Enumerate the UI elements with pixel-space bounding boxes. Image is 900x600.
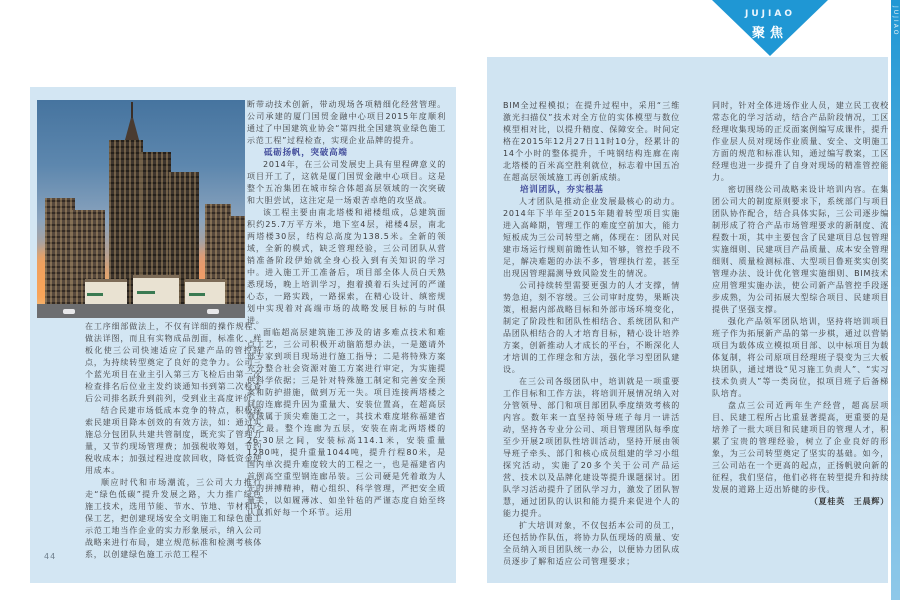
paragraph: 在工序细部做法上，不仅有详细的操作规程、做法详图，而且有实物成品剖面，标准化、样板化使三公司快速适应了民建产品的管控特点，为持续转型奠定了良好的竞争力。公司三个蓝光项目在业主引入第三方飞检后由第一次检查排名后位业主发约谈通知书到第二次检查后公司排名跃升到前列，受到业主高度评价。 bbox=[85, 322, 262, 403]
building-photo bbox=[37, 100, 245, 318]
page-number: 44 bbox=[44, 552, 57, 561]
photo-shop-left bbox=[85, 279, 127, 304]
section-heading: 砥砺扬帆，突破高端 bbox=[264, 148, 348, 158]
photo-awning-1 bbox=[87, 293, 103, 296]
photo-shop-center bbox=[133, 275, 179, 304]
right-column-1 bbox=[503, 100, 680, 568]
edge-label: JUJIAO bbox=[892, 6, 899, 37]
paragraph: 盘点三公司近两年生产经营，超高层项目、民建工程所占比重显著提高，更重要的是培养了一批大项目和民建项目的管理人才，积累了宝贵的管理经验，树立了企业良好的形象，为三公司转型奠定了坚实的基础。如今，三公司站在一个更高的起点，正扬帆驶向新的征程，我们坚信，他们必将在转型提升和持续发展的道路上迈出矫健的步伐。 bbox=[712, 401, 889, 494]
paragraph: 断带动技术创新，带动现场各项精细化经营管理。公司承建的厦门国贸金融中心项目2015年度顺利通过了中国建筑业协会“第四批全国建筑业绿色施工示范工程”过程检查，实现企业品牌的提升。 bbox=[247, 100, 446, 145]
paragraph: 结合民建市场低成本竞争的特点，积极探索民建项目降本创效的有效方法，如：通过实施总分包团队共建共管制度，既充实了管理力量，又节约现场管理费；加强税收筹划，节约税收成本；加强过程进度款回收，降低资金使用成本。 bbox=[85, 406, 262, 475]
photo-car-2 bbox=[207, 309, 219, 314]
paragraph: 面临超高层建筑施工涉及的诸多难点技术和难点工艺，三公司积极开动脑筋想办法，一是邀请外部专家到项目现场进行施工指导；二是将特殊方案充分整合社会资源对施工方案进行审定，为实施提供科学依据；三是针对特殊施工制定和完善安全预案和防护措施，做到万无一失。项目连接两塔楼之间的连廊提升因为重量大、安装位置高，在超高层领域属于顶尖难施工之一，其技术难度堪称福建省内之最。整个连廊为五层，安装在南北两塔楼的26-30层之间，安装标高114.1米，安装重量1280吨，提升重量1044吨，提升行程80米，是国内单次提升难度较大的工程之一，也是福建省内首例高空重型钢连廊吊装。三公司硬是凭着敢为人先的拼搏精神，精心组织、科学管理，严把安全质量关，以如履薄冰、如坐针毡的严谨态度自始至终认真抓好每一个环节。运用 bbox=[247, 328, 446, 517]
photo-awning-3 bbox=[189, 293, 205, 296]
paragraph: 在三公司各级团队中，培训就是一项重要工作目标和工作方法，将培训开展情况纳入对分管领导、部门和项目部团队季度绩效考核的内容。数年来一直坚持领导班子每月一讲活动，坚持各专业分公司、项目管理团队每季度至少开展2项团队性培训活动，坚持开展由领导班子牵头、部门和核心成员组建的学习小组探究活动，实施了20多个关于公司产品运营、技术以及品牌化建设等提升课题探讨。团队学习活动提升了团队学习力，激发了团队智慧，通过团队的认识和能力提升来促进个人的能力提升。 bbox=[503, 377, 680, 518]
right-column-2 bbox=[712, 100, 889, 508]
paragraph: 顺应时代和市场潮流，三公司大力推行走“绿色低碳”提升发展之路，大力推广绿色施工技术，选用节能、节水、节地、节材和环保工艺，把创建现场安全文明施工和绿色施工示范工地当作企业的实力形象展示，纳入公司战略来进行布局，建立规范标准和检测考核体系，以创建绿色施工示范工程不 bbox=[85, 478, 262, 559]
photo-awning-2 bbox=[137, 291, 155, 294]
paragraph: 密切围绕公司战略来设计培训内容。在集团公司大的制度原则要求下，系统部门与项目团队协作配合，结合具体实际，三公司逐步编制形成了符合产品市场管理要求的新制度、流程数十项，其中主要包含了民建项目总包管理实施细则、民建项目产品质量、成本安全管理细则、质量检测标准、大型项目鲁班奖实创奖管理办法、设计优化管理实施细则、BIM技术应用管理实施办法，使公司新产品管控手段逐步成熟，为公司拓展大型综合项目、民建项目提供了坚强支撑。 bbox=[712, 185, 889, 314]
paragraph: 该工程主要由南北塔楼和裙楼组成，总建筑面积约25.7万平方米，地下室4层，裙楼4层，南北两塔楼30层，结构总高度为138.5米。全新的领域，全新的模式，缺乏管理经验，三公司团队从营销准备阶段伊始就全身心投入到有关知识的学习中。进入施工开工准备后，项目部全体人员白天熟悉现场，晚上培训学习，抱着摸着石头过河的严谨心态，一路实践，一路探索，在精心设计、缜密规划中实现着对高端市场的战略发展目标的与时俱进。 bbox=[247, 208, 446, 325]
brand-name-en: JUJIAO bbox=[745, 9, 795, 19]
paragraph: BIM全过程模拟；在提升过程中，采用“三维激光扫描仪”技术对全方位的实体模型与数位模型相对比，以提升精度、保障安全。时间定格在2015年12月27日11时10分，经累计的14个小时的整体提升，千吨钢结构连廊在南北塔楼的百米高空胜利就位，标志着中国五冶在超高层领域施工再创新成绩。 bbox=[503, 101, 680, 182]
left-column-2 bbox=[247, 99, 446, 519]
page-edge-bar bbox=[891, 0, 900, 600]
paragraph: 同时，针对全体进场作业人员，建立民工夜校常态化的学习活动，结合产品阶段情况，工区经理收集现场的正反面案例编写成课件，提升作业层人员对现场作业质量、安全、文明施工方面的规范和标准认知，通过编写教案，工区经理也进一步提升了自身对现场的精准管控能力。 bbox=[712, 101, 889, 182]
paragraph: 公司持续转型需要更强力的人才支撑，情势急迫，刻不容缓。三公司审时度势，果断决策，根据内部战略目标和外部市场环境变化，制定了阶段性和团队性相结合、系统团队和产品团队相结合的人才培育目标，精心设计培养方案，创新推动人才成长的平台，不断深化人才培训的工作理念和方法，强化学习型团队建设。 bbox=[503, 281, 680, 374]
left-column-1 bbox=[85, 321, 262, 561]
paragraph: 2014年，在三公司发展史上具有里程碑意义的项目开工了，这就是厦门国贸金融中心项目。这是整个五冶集团在城市综合体超高层领域的一次突破和大胆尝试，这注定是一场艰苦卓绝的攻坚战。 bbox=[247, 160, 446, 205]
paragraph: 人才团队是推动企业发展最核心的动力。2014年下半年至2015年随着转型项目实施进入高峰期，管理工作的难度空前加大，能力短板成为三公司转型之痛，体现在：团队对民建市场运行规则前瞻性认知不够，管控手段不足，解决难题的办法不多，管理执行差，甚至出现因管理漏测导致风险发生的情况。 bbox=[503, 197, 680, 278]
paragraph: 扩大培训对象，不仅包括本公司的员工，还包括协作队伍，将协力队伍现场的质量、安全员纳入项目团队统一办公，以便协力团队成员逐步了解和适应公司管理要求； bbox=[503, 521, 680, 566]
section-heading: 培训团队，夯实根基 bbox=[520, 185, 604, 195]
photo-tower-far-right bbox=[229, 216, 245, 304]
photo-car-1 bbox=[63, 309, 75, 314]
photo-spire-tip bbox=[131, 102, 133, 118]
paragraph: 强化产品领军团队培训，坚持将培训项目班子作为拓展新产品的第一步棋，通过以营销项目为载体成立模拟项目部、以中标项目为载体复制，将公司原项目经理班子裂变为三大板块团队，通过增设“见习施工负责人”、“实习技术负责人”等一类岗位，拟项目班子后备梯队培育。 bbox=[712, 317, 889, 398]
author-signature: （夏桂英 王晨辉） bbox=[809, 497, 889, 506]
brand-name-cn: 聚焦 bbox=[751, 26, 788, 41]
photo-shop-right bbox=[185, 279, 225, 304]
